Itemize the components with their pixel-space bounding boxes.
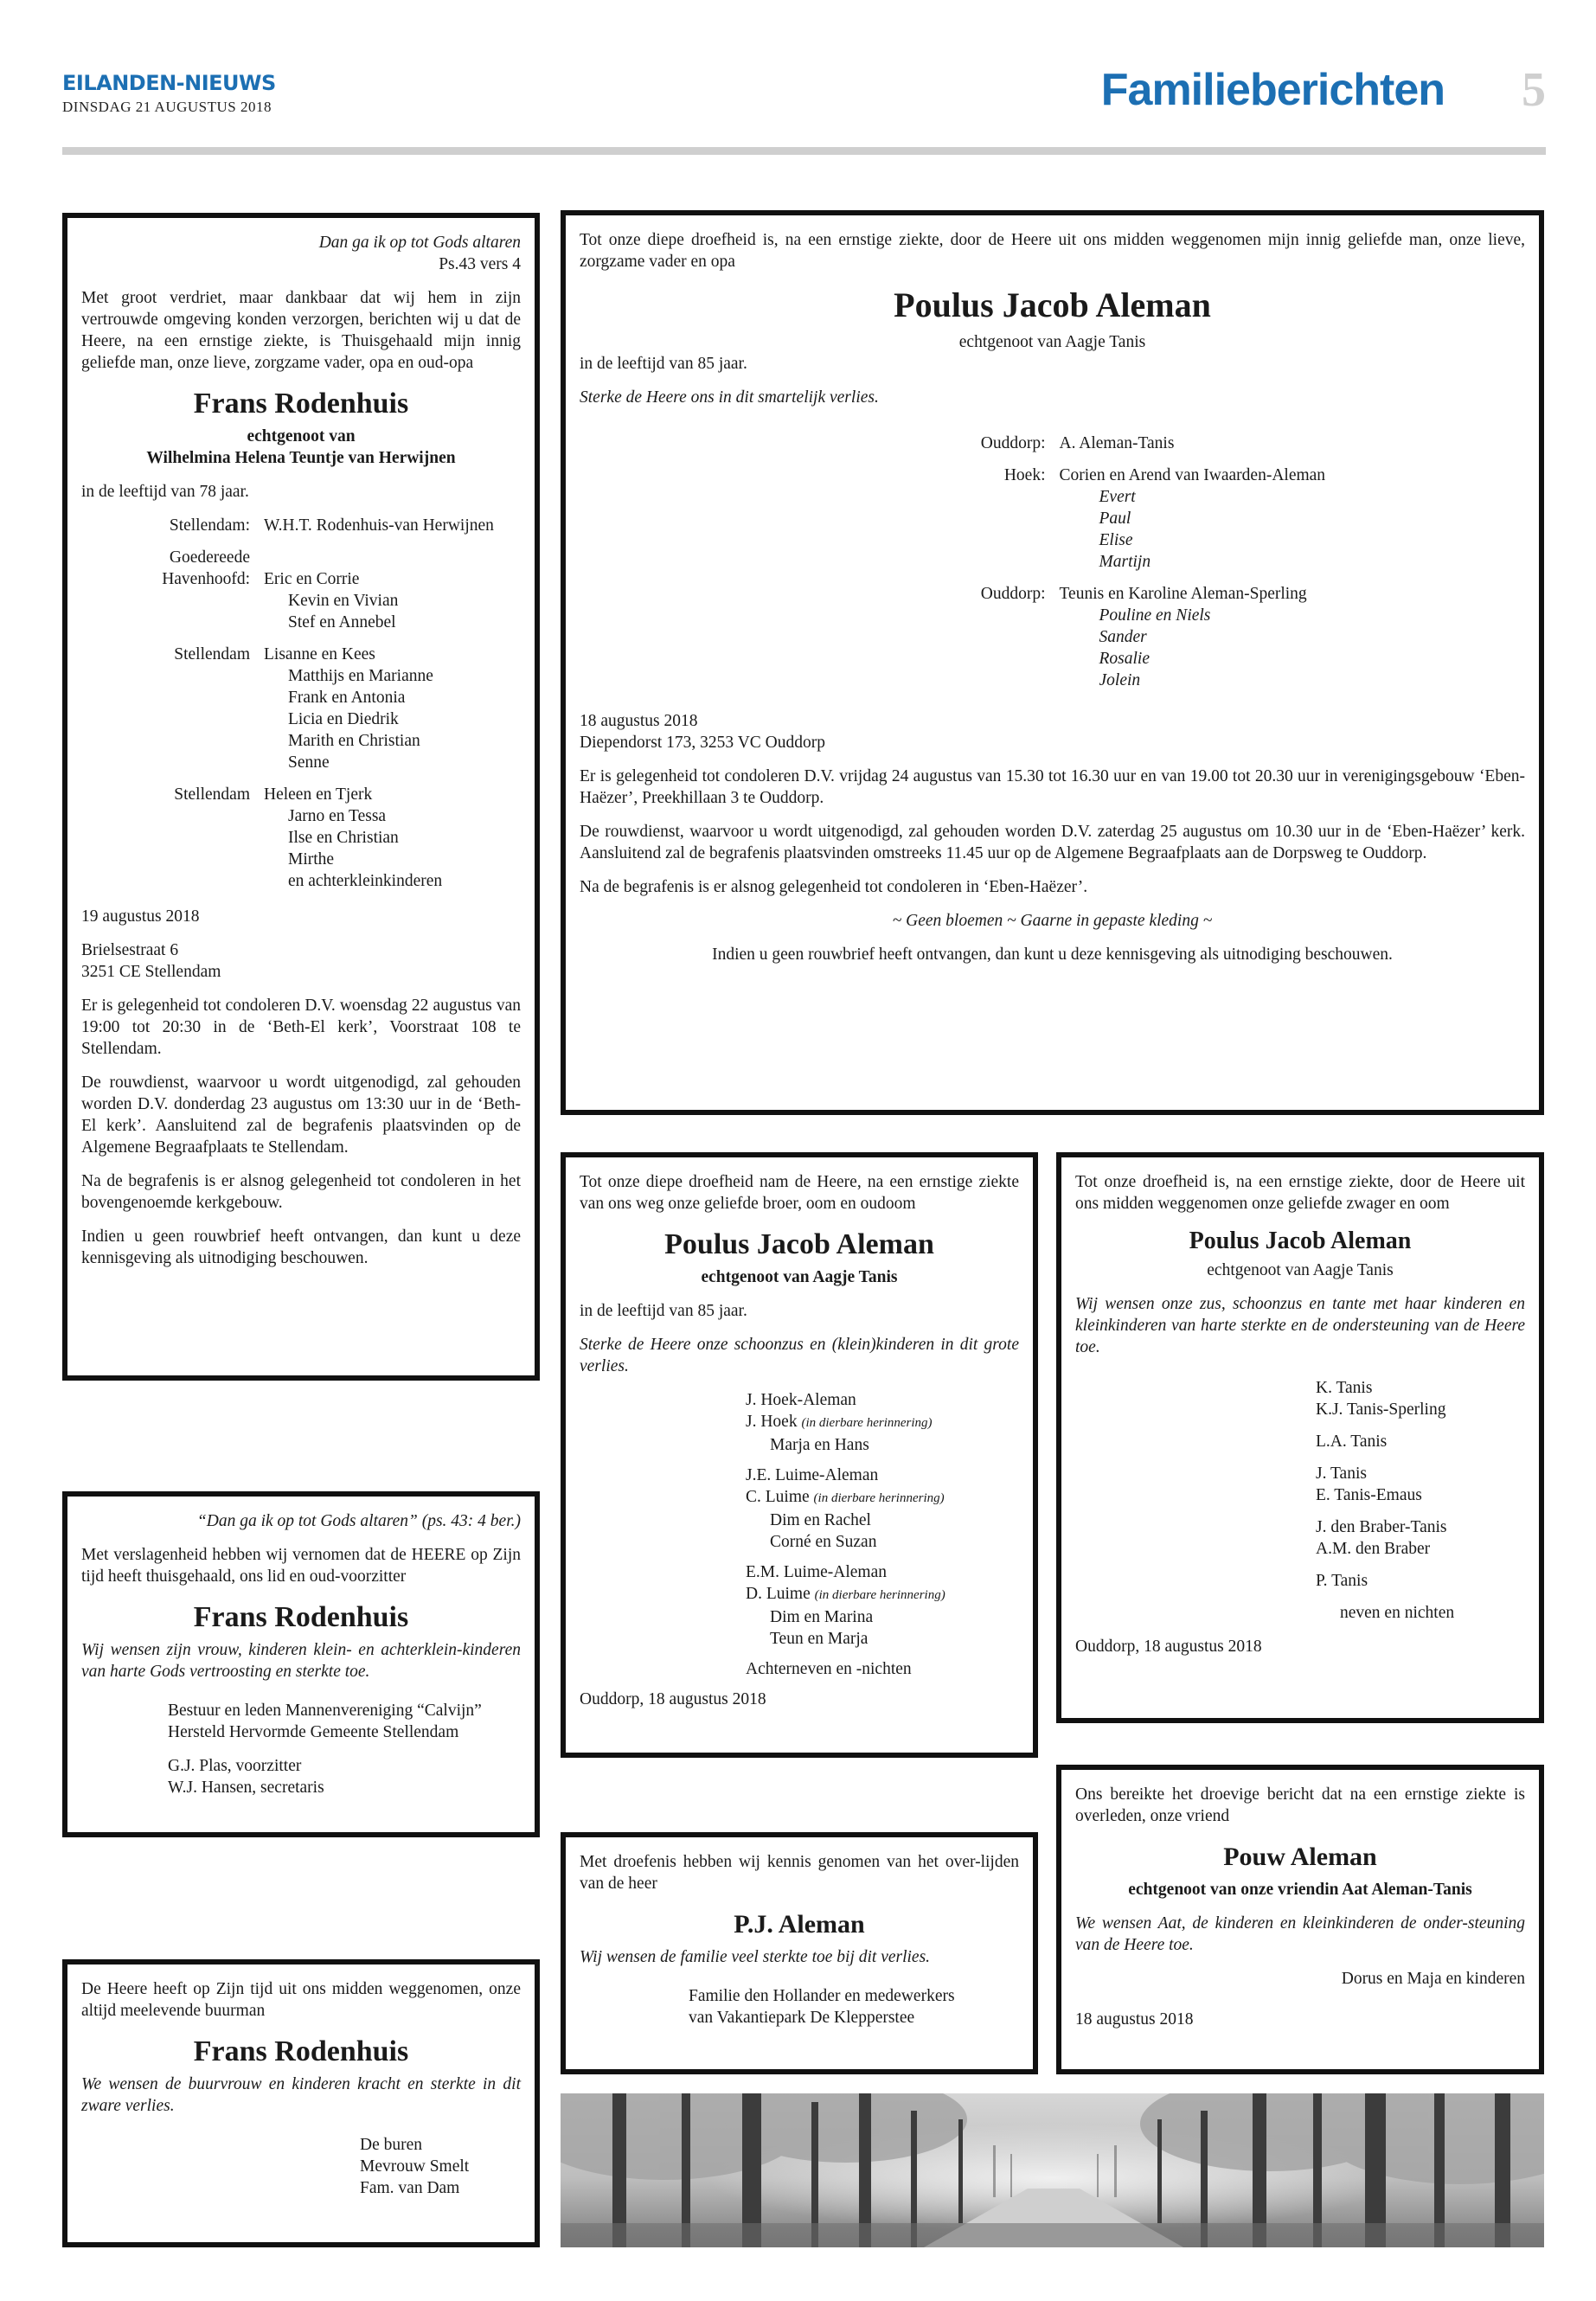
grandchild: Pouline en Niels xyxy=(1099,606,1211,625)
signatory: K. Tanis xyxy=(1316,1379,1373,1397)
family-members xyxy=(1060,465,1526,573)
deceased-name: Frans Rodenhuis xyxy=(193,388,409,420)
family-member: Corien en Arend van Iwaarden-Aleman xyxy=(1059,466,1326,484)
intro-text: Tot onze droefheid is, na een ernstige ziekte, door de Heere uit ons midden weggenomen onze geliefde zwager en oom xyxy=(1075,1173,1525,1213)
family-member: Mirthe xyxy=(288,850,335,868)
signatory: E. Tanis-Emaus xyxy=(1316,1486,1422,1504)
signatory: Dim en Rachel xyxy=(770,1511,871,1529)
spouse-label: echtgenoot van xyxy=(247,427,356,445)
family-location: Ouddorp: xyxy=(980,585,1046,603)
notice-poulus-aleman-inlaws xyxy=(1056,1152,1544,1723)
family-member: Jarno en Tessa xyxy=(288,807,387,825)
notice-pouw-aleman-friends xyxy=(1056,1765,1544,2074)
flowers-note: ~ Geen bloemen ~ Gaarne in gepaste kleding ~ xyxy=(892,912,1213,930)
signatories-list xyxy=(746,1389,1019,1680)
family-members xyxy=(264,644,521,773)
address-line: Diependorst 173, 3253 VC Ouddorp xyxy=(580,734,825,752)
deceased-name: Poulus Jacob Aleman xyxy=(894,285,1211,324)
wish-text: Sterke de Heere ons in dit smartelijk verlies. xyxy=(580,388,879,407)
nephews-line: neven en nichten xyxy=(1340,1604,1455,1622)
grandchild: Martijn xyxy=(1099,553,1151,571)
signatory: Hersteld Hervormde Gemeente Stellendam xyxy=(168,1723,459,1741)
signatories-list xyxy=(1316,1377,1525,1624)
family-member: Eric en Corrie xyxy=(264,570,360,588)
signatory-group xyxy=(1316,1463,1525,1506)
signatory-group xyxy=(1316,1377,1525,1420)
signatory: De buren xyxy=(360,2136,423,2154)
family-members xyxy=(264,515,521,536)
address-line: Brielsestraat 6 xyxy=(81,941,179,959)
signatory-group xyxy=(1316,1570,1525,1592)
family-location: Stellendam xyxy=(174,785,250,804)
masthead-logo: EILANDEN-NIEUWS xyxy=(62,71,276,95)
signature-block xyxy=(360,2134,521,2199)
spouse-name: echtgenoot van onze vriendin Aat Aleman-Tanis xyxy=(1128,1881,1472,1899)
spouse-name: Wilhelmina Helena Teuntje van Herwijnen xyxy=(146,449,456,467)
family-location: Ouddorp: xyxy=(980,434,1046,452)
family-location: Hoek: xyxy=(1003,466,1046,484)
wish-text: Wij wensen de familie veel sterkte toe bij dit verlies. xyxy=(580,1948,931,1966)
service-text: De rouwdienst, waarvoor u wordt uitgenodigd, zal gehouden worden D.V. zaterdag 25 augustus om 10.30 uur in de ‘Eben-Haëzer’ kerk. Aansluitend zal de begrafenis plaatsvinden omstreeks 11.45 uur op de Algemene Begraafplaats aan de Dorpsweg te Ouddorp. xyxy=(580,823,1525,862)
signatory: D. Luime xyxy=(746,1585,811,1603)
signatory: Teun en Marja xyxy=(770,1630,869,1648)
intro-text: De Heere heeft op Zijn tijd uit ons midden weggenomen, onze altijd meelevende buurman xyxy=(81,1980,521,2020)
signatory: Marja en Hans xyxy=(770,1436,869,1454)
memory-note: (in dierbare herinnering) xyxy=(814,1588,945,1602)
signatory: Dim en Marina xyxy=(770,1608,874,1626)
grandchild: Elise xyxy=(1099,531,1133,549)
bible-reference: Ps.43 vers 4 xyxy=(439,255,521,273)
signatory-group xyxy=(746,1389,1019,1456)
family-member: en achterkleinkinderen xyxy=(288,872,443,890)
signatory: W.J. Hansen, secretaris xyxy=(168,1779,324,1797)
spouse-name: echtgenoot van Aagje Tanis xyxy=(1207,1261,1394,1279)
condolence-text: Er is gelegenheid tot condoleren D.V. woensdag 22 augustus van 19:00 tot 20:30 in de ‘Beth-El kerk’, Voorstraat 108 te Stellendam. xyxy=(81,997,521,1058)
place-date: Ouddorp, 18 augustus 2018 xyxy=(580,1690,766,1708)
section-title: Familieberichten xyxy=(1100,65,1445,115)
age-text: in de leeftijd van 78 jaar. xyxy=(81,483,249,501)
signatory-group xyxy=(1316,1516,1525,1560)
notice-poulus-aleman-family xyxy=(561,210,1544,1115)
deceased-name: Poulus Jacob Aleman xyxy=(1189,1227,1412,1254)
spouse-name: echtgenoot van Aagje Tanis xyxy=(701,1268,898,1286)
family-member: Teunis en Karoline Aleman-Sperling xyxy=(1059,585,1307,603)
family-member: Ilse en Christian xyxy=(288,829,399,847)
after-text: Na de begrafenis is er alsnog gelegenheid tot condoleren in ‘Eben-Haëzer’. xyxy=(580,878,1088,896)
family-location: Stellendam xyxy=(174,645,250,663)
signatory: A.M. den Braber xyxy=(1316,1540,1431,1558)
bible-quote: “Dan ga ik op tot Gods altaren” (ps. 43: 4 ber.) xyxy=(196,1512,521,1530)
notice-pj-aleman-klepperstee xyxy=(561,1832,1038,2074)
signatory: Dorus en Maja en kinderen xyxy=(1341,1970,1525,1988)
family-member: Senne xyxy=(288,753,330,772)
condolence-text: Er is gelegenheid tot condoleren D.V. vrijdag 24 augustus van 15.30 tot 16.30 uur en van 19.00 tot 20.30 uur in verenigingsgebouw ‘Eben-Haëzer’, Preekhillaan 3 te Ouddorp. xyxy=(580,767,1525,807)
signatory: Fam. van Dam xyxy=(360,2179,460,2197)
family-location: Stellendam: xyxy=(169,516,250,535)
forest-photo xyxy=(561,2093,1544,2247)
age-text: in de leeftijd van 85 jaar. xyxy=(580,355,747,373)
signature-block xyxy=(168,1700,521,1798)
notice-poulus-aleman-siblings xyxy=(561,1152,1038,1758)
address-line: 3251 CE Stellendam xyxy=(81,963,221,981)
family-member: W.H.T. Rodenhuis-van Herwijnen xyxy=(264,516,494,535)
grandchild: Evert xyxy=(1099,488,1136,506)
issue-date: DINSDAG 21 AUGUSTUS 2018 xyxy=(62,99,272,115)
wish-text: Wij wensen onze zus, schoonzus en tante met haar kinderen en kleinkinderen van harte sterkte en de ondersteuning van de Heere toe. xyxy=(1075,1295,1525,1356)
spouse-name: echtgenoot van Aagje Tanis xyxy=(958,333,1146,351)
signatory: J. Tanis xyxy=(1316,1465,1367,1483)
signatory: Corné en Suzan xyxy=(770,1533,877,1551)
intro-text: Ons bereikte het droevige bericht dat na een ernstige ziekte is overleden, onze vriend xyxy=(1075,1785,1525,1825)
memory-note: (in dierbare herinnering) xyxy=(813,1491,945,1505)
intro-text: Met groot verdriet, maar dankbaar dat wij hem in zijn vertrouwde omgeving konden verzorgen, berichten wij u dat de Heere, na een ernstige ziekte, is Thuisgehaald mijn innig geliefde man, onze lieve, zorgzame vader, opa en oud-opa xyxy=(81,289,521,372)
signatory-group xyxy=(746,1561,1019,1650)
grandchild: Jolein xyxy=(1099,671,1141,689)
after-text: Na de begrafenis is er alsnog gelegenheid tot condoleren in het bovengenoemde kerkgebouw. xyxy=(81,1172,521,1212)
signatory: J.E. Luime-Aleman xyxy=(746,1466,879,1484)
deceased-name: Frans Rodenhuis xyxy=(193,2035,409,2067)
service-text: De rouwdienst, waarvoor u wordt uitgenodigd, zal gehouden worden D.V. donderdag 23 augustus om 13:30 uur in de ‘Beth-El kerk’. Aansluitend zal de begrafenis plaatsvinden op de Algemene Begraafplaats te Stellendam. xyxy=(81,1074,521,1157)
deceased-name: Poulus Jacob Aleman xyxy=(664,1228,934,1260)
family-members xyxy=(264,784,521,892)
family-member: Heleen en Tjerk xyxy=(264,785,373,804)
family-member: Lisanne en Kees xyxy=(264,645,375,663)
signatory: J. Hoek-Aleman xyxy=(746,1391,856,1409)
notice-date: 18 augustus 2018 xyxy=(580,712,698,730)
signatory: J. Hoek xyxy=(746,1413,798,1431)
signatory: C. Luime xyxy=(746,1488,810,1506)
intro-text: Tot onze diepe droefheid nam de Heere, na een ernstige ziekte van ons weg onze geliefde broer, oom en oudoom xyxy=(580,1173,1019,1213)
page-number: 5 xyxy=(1522,63,1546,117)
family-list xyxy=(580,433,1525,691)
signatory-group xyxy=(1316,1431,1525,1452)
signatory-group xyxy=(746,1465,1019,1553)
nephews-line: Achterneven en -nichten xyxy=(746,1660,912,1678)
age-text: in de leeftijd van 85 jaar. xyxy=(580,1302,747,1320)
family-members xyxy=(1060,433,1526,454)
grandchild: Rosalie xyxy=(1099,650,1150,668)
family-members xyxy=(264,547,521,633)
deceased-name: Frans Rodenhuis xyxy=(193,1601,409,1633)
intro-text: Met verslagenheid hebben wij vernomen dat de HEERE op Zijn tijd heeft thuisgehaald, ons lid en oud-voorzitter xyxy=(81,1546,521,1586)
bible-quote: Dan ga ik op tot Gods altaren xyxy=(318,234,521,252)
family-location: Goedereede Havenhoofd: xyxy=(162,548,250,588)
signatory: P. Tanis xyxy=(1316,1572,1368,1590)
family-member: Frank en Antonia xyxy=(288,689,406,707)
wish-text: Wij wensen zijn vrouw, kinderen klein- en achterklein-kinderen van harte Gods vertroosting en sterkte toe. xyxy=(81,1641,521,1681)
wish-text: We wensen Aat, de kinderen en kleinkinderen de onder-steuning van de Heere toe. xyxy=(1075,1914,1525,1954)
family-list xyxy=(81,515,521,892)
invitation-note: Indien u geen rouwbrief heeft ontvangen, dan kunt u deze kennisgeving als uitnodiging beschouwen. xyxy=(81,1227,521,1267)
place-date: Ouddorp, 18 augustus 2018 xyxy=(1075,1638,1262,1656)
notice-frans-rodenhuis-neighbours xyxy=(62,1959,540,2247)
family-member: Stef en Annebel xyxy=(288,613,396,631)
wish-text: We wensen de buurvrouw en kinderen kracht en sterkte in dit zware verlies. xyxy=(81,2075,521,2115)
signatory: J. den Braber-Tanis xyxy=(1316,1518,1447,1536)
notice-date: 18 augustus 2018 xyxy=(1075,2010,1194,2029)
notice-date: 19 augustus 2018 xyxy=(81,907,200,926)
family-member: A. Aleman-Tanis xyxy=(1059,434,1175,452)
intro-text: Met droefenis hebben wij kennis genomen van het over-lijden van de heer xyxy=(580,1853,1019,1893)
signatory: K.J. Tanis-Sperling xyxy=(1316,1400,1446,1419)
memory-note: (in dierbare herinnering) xyxy=(801,1416,933,1430)
signatory: L.A. Tanis xyxy=(1316,1433,1388,1451)
signature-block xyxy=(689,1985,1019,2029)
family-member: Matthijs en Marianne xyxy=(288,667,433,685)
intro-text: Tot onze diepe droefheid is, na een ernstige ziekte, door de Heere uit ons midden weggenomen mijn innig geliefde man, onze lieve, zorgzame vader en opa xyxy=(580,231,1525,271)
notice-frans-rodenhuis-family xyxy=(62,213,540,1381)
family-members xyxy=(1060,583,1526,691)
invitation-note: Indien u geen rouwbrief heeft ontvangen, dan kunt u deze kennisgeving als uitnodiging beschouwen. xyxy=(712,945,1393,964)
signatory: Familie den Hollander en medewerkers xyxy=(689,1987,955,2005)
signatory: Bestuur en leden Mannenvereniging “Calvijn” xyxy=(168,1702,482,1720)
signatory: van Vakantiepark De Klepperstee xyxy=(689,2009,915,2027)
family-member: Marith en Christian xyxy=(288,732,420,750)
header-rule xyxy=(62,147,1546,155)
family-member: Licia en Diedrik xyxy=(288,710,399,728)
family-member: Kevin en Vivian xyxy=(288,592,399,610)
family-member xyxy=(264,547,521,568)
signatory: E.M. Luime-Aleman xyxy=(746,1563,887,1581)
wish-text: Sterke de Heere onze schoonzus en (klein)kinderen in dit grote verlies. xyxy=(580,1336,1019,1375)
forest-image xyxy=(561,2093,1544,2247)
signatory: Mevrouw Smelt xyxy=(360,2157,470,2176)
deceased-name: Pouw Aleman xyxy=(1223,1843,1377,1871)
grandchild: Paul xyxy=(1099,510,1131,528)
grandchild: Sander xyxy=(1099,628,1147,646)
signatory: G.J. Plas, voorzitter xyxy=(168,1757,302,1775)
notice-frans-rodenhuis-calvijn xyxy=(62,1491,540,1837)
deceased-name: P.J. Aleman xyxy=(734,1910,865,1939)
